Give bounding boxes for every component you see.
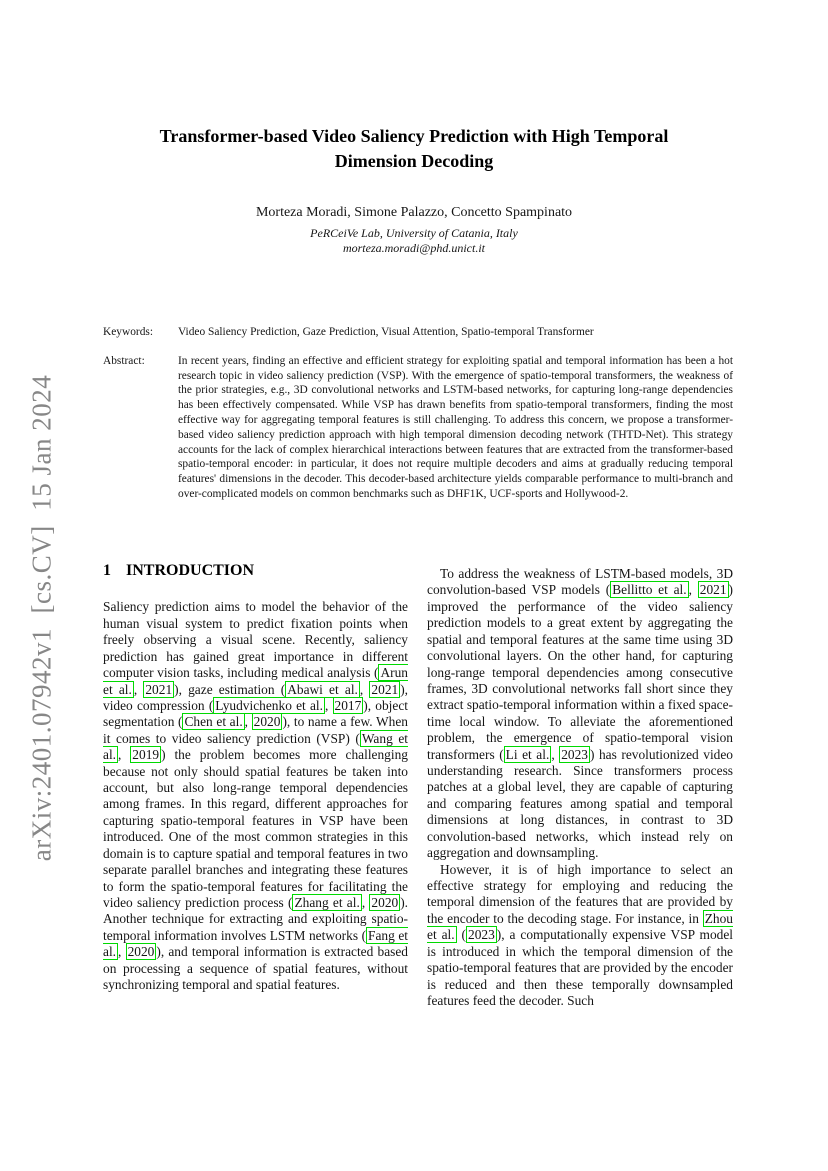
citation-link[interactable]: 2020 [127, 944, 155, 960]
section-heading-introduction [103, 563, 408, 579]
body-text: ). Another technique for extracting and exploiting spatio-temporal information involves LSTM networks ( [103, 895, 409, 943]
paragraph [103, 599, 408, 993]
body-text: , [118, 944, 126, 960]
citation-link[interactable]: Fang et al. [103, 927, 408, 960]
keywords-value: Video Saliency Prediction, Gaze Prediction, Visual Attention, Spatio-temporal Transformer [178, 326, 594, 338]
citation-link[interactable]: Bellitto et al. [612, 582, 687, 598]
keywords-label: Keywords: [103, 326, 153, 338]
body-text: , [551, 746, 560, 762]
citation-link[interactable]: 2019 [132, 747, 160, 763]
citation-link[interactable]: Zhang et al. [294, 895, 360, 911]
body-text: ) the problem becomes more challenging because not only should spatial features be taken into account, but also long-range temporal dependencies among frames. In this regard, different approaches for capturing spatio-temporal features in VSP have been introduced. One of the most common strategies in this domain is to capture spatial and temporal features in two separate parallel branches and integrating these features to form the spatio-temporal features for facilitating the video saliency prediction process ( [103, 747, 408, 911]
abstract-label: Abstract: [103, 354, 145, 367]
citation-link[interactable]: Arun et al. [103, 665, 408, 697]
body-text: To address the weakness of LSTM-based models, 3D convolution-based VSP models ( [427, 566, 733, 598]
body-text: ( [456, 927, 466, 943]
citation-link[interactable]: 2023 [468, 927, 495, 943]
paragraph [427, 862, 733, 1010]
body-text: ), gaze estimation ( [174, 681, 286, 697]
citation-link[interactable]: 2017 [334, 697, 362, 713]
body-text: ), object segmentation ( [103, 697, 408, 730]
citation-link[interactable]: Zhou et al. [427, 910, 733, 943]
body-text: ), and temporal information is extracted based on processing a sequence of spatial features, without synchronizing temporal and spatial features. [103, 944, 408, 993]
body-text: However, it is of high importance to select an effective strategy for employing and reducing the temporal dimension of the features that are provided by the encoder to the decoding stage. For instance, in [427, 861, 733, 926]
meta-block [103, 325, 735, 516]
abstract-row [103, 354, 735, 502]
keywords-row [103, 325, 735, 340]
citation-link[interactable]: Chen et al. [184, 714, 243, 730]
left-column-text [103, 599, 408, 993]
citation-link[interactable]: 2021 [699, 582, 727, 598]
citation-link[interactable]: Wang et al. [103, 730, 408, 763]
citation-link[interactable]: 2023 [561, 746, 588, 762]
citation-link[interactable]: Lyudvichenko et al. [215, 697, 323, 713]
body-text: ), to name a few. When it comes to video saliency prediction (VSP) ( [103, 714, 408, 746]
citation-link[interactable]: 2021 [145, 681, 173, 697]
body-text: Saliency prediction aims to model the behavior of the human visual system to predict fixation points when freely observing a visual scene. Recently, saliency prediction has gained great importance in different computer vision tasks, including medical analysis ( [103, 599, 408, 681]
body-text: , [361, 895, 370, 911]
body-text: ) has revolutionized video understanding research. Since transformers process patches at a global level, they are capable of capturing and comparing features among spatial and temporal dimensions at long distances, in contrast to 3D convolution-based networks, which instead rely on aggregation and downsampling. [427, 746, 734, 861]
citation-link[interactable]: 2020 [371, 895, 399, 911]
body-text: , [244, 714, 252, 730]
section-title: INTRODUCTION [126, 562, 255, 579]
body-text: , [118, 747, 131, 763]
affiliation-line: PeRCeiVe Lab, University of Catania, Italy [310, 226, 518, 240]
body-text: ), video compression ( [103, 681, 409, 713]
right-column [427, 566, 733, 1009]
paper-title-line1: Transformer-based Video Saliency Prediction with High Temporal [159, 126, 669, 146]
left-column [103, 563, 408, 994]
body-text: , [359, 681, 370, 697]
section-number: 1 [103, 562, 111, 579]
citation-link[interactable]: 2020 [253, 714, 281, 730]
abstract-text: In recent years, finding an effective and efficient strategy for exploiting spatial and temporal information has been a hot research topic in video saliency prediction (VSP). With the emergence of spatio-temporal transformers, the weakness of the prior strategies, e.g., 3D convolutional networks and LSTM-based networks, for capturing long-range dependencies has been effectively compensated. While VSP has drawn benefits from spatio-temporal transformers, finding the most effective way for aggregating temporal features is still challenging. To address this concern, we propose a transformer-based video saliency prediction approach with high temporal dimension decoding network (THTD-Net). This strategy accounts for the lack of complex hierarchical interactions between features that are extracted from the transformer-based spatio-temporal encoder: in particular, it does not require multiple decoders and aims at gradually reducing temporal features' dimensions in the decoder. This decoder-based architecture yields comparable performance to multi-branch and over-complicated models on common benchmarks such as DHF1K, UCF-sports and Hollywood-2. [178, 354, 733, 500]
body-text: ) improved the performance of the video saliency prediction models to a great extent by aggregating the spatial and temporal features at the same time using 3D convolutional layers. On the other hand, for capturing long-range temporal dependencies among consecutive frames, 3D convolutional networks fall short since they extract spatio-temporal information within a fixed space-time local window. To alleviate the aforementioned problem, the emergence of spatio-temporal vision transformers ( [427, 582, 733, 762]
arxiv-watermark: arXiv:2401.07942v1 [cs.CV] 15 Jan 2024 [26, 374, 57, 862]
body-text: , [688, 582, 698, 598]
citation-link[interactable]: 2021 [371, 681, 399, 697]
authors-line: Morteza Moradi, Simone Palazzo, Concetto Spampinato [255, 205, 573, 220]
citation-link[interactable]: Abawi et al. [287, 681, 358, 697]
paper-title [0, 124, 828, 174]
body-text: , [324, 697, 333, 713]
citation-link[interactable]: Li et al. [505, 746, 550, 762]
author-email: morteza.moradi@phd.unict.it [342, 241, 486, 255]
paper-title-line2: Dimension Decoding [334, 151, 494, 171]
body-text: , [133, 681, 144, 697]
paragraph [427, 566, 733, 862]
body-text: ), a computationally expensive VSP model is introduced in which the temporal dimension of the spatio-temporal features that are provided by the encoder is reduced and then these temporally downsampled features feed the decoder. Such [427, 927, 733, 1008]
